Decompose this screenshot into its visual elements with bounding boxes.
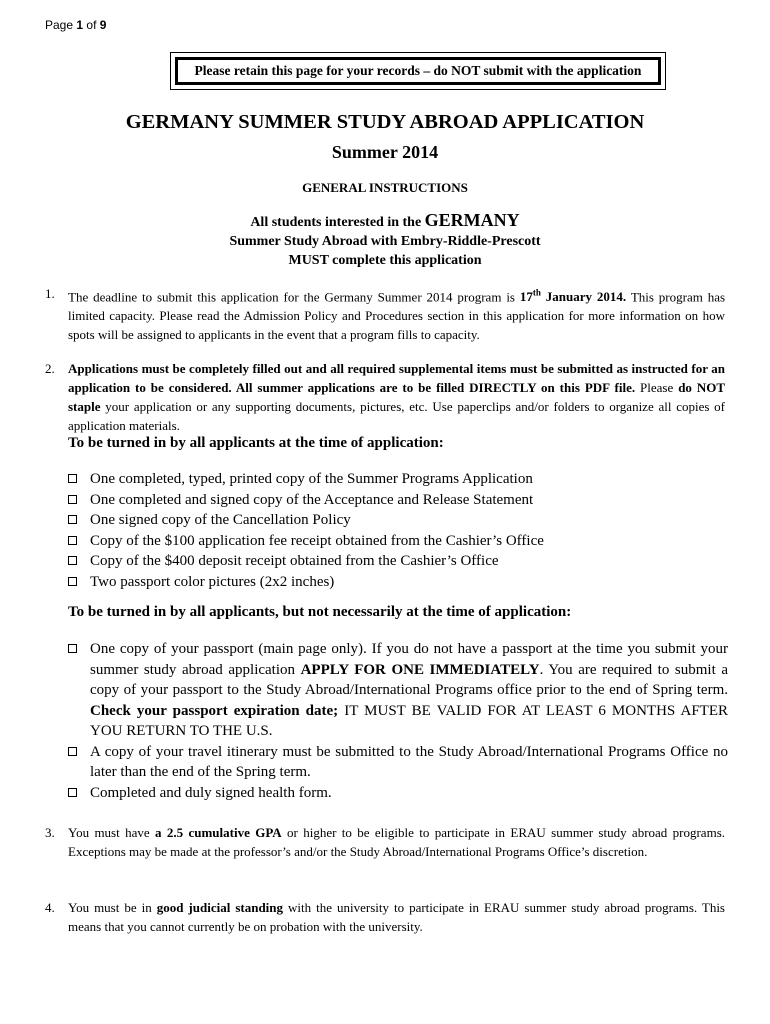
checklist-item: Copy of the $400 deposit receipt obtained from the Cashier’s Office	[68, 551, 728, 572]
retain-notice-box	[170, 52, 666, 90]
item-text: The deadline to submit this application for the Germany Summer 2014 program is 17th January 2014. This program has limited capacity. Please read the Admission Policy and Procedures section in this application for more information on how spots will be assigned to applicants in the event that a program fills to capacity.	[68, 288, 726, 343]
checkbox[interactable]	[68, 495, 77, 504]
checklist-item-itinerary: A copy of your travel itinerary must be submitted to the Study Abroad/International Programs Office no later than the end of the Spring term.	[68, 742, 728, 783]
document-title: GERMANY SUMMER STUDY ABROAD APPLICATION	[125, 111, 645, 133]
intro-line-1: All students interested in the GERMANY	[250, 210, 520, 230]
intro-line-3: MUST complete this application	[288, 253, 482, 268]
section-b-heading: To be turned in by all applicants, but not necessarily at the time of application:	[68, 604, 572, 620]
intro-country: GERMANY	[424, 210, 520, 230]
item-text: You must be in good judicial standing with the university to participate in ERAU summer study abroad programs. This means that you cannot currently be on probation with the university.	[68, 900, 725, 934]
instruction-item-2	[45, 359, 725, 435]
item-text: You must have a 2.5 cumulative GPA or higher to be eligible to participate in ERAU summer study abroad programs. Exceptions may be made at the professor’s and/or the Study Abroad/International Programs Office’s discretion.	[68, 825, 725, 859]
checklist-item-health: Completed and duly signed health form.	[68, 783, 728, 804]
checkbox[interactable]	[68, 644, 77, 653]
checkbox[interactable]	[68, 788, 77, 797]
checklist-item-passport: One copy of your passport (main page only). If you do not have a passport at the time you submit your summer study abroad application APPLY FOR ONE IMMEDIATELY. You are required to submit a copy of your passport to the Study Abroad/International Programs office prior to the end of Spring term. Check your passport expiration date; IT MUST BE VALID FOR AT LEAST 6 MONTHS AFTER YOU RETURN TO THE U.S.	[68, 639, 728, 742]
checklist-later	[68, 639, 728, 803]
checkbox[interactable]	[68, 474, 77, 483]
item-number: 4.	[45, 900, 55, 915]
instruction-item-1	[45, 284, 725, 344]
instruction-item-4	[45, 898, 725, 936]
intro-block	[0, 211, 770, 270]
page-of: of	[86, 18, 97, 32]
checklist-item: Two passport color pictures (2x2 inches)	[68, 572, 728, 593]
section-a-heading: To be turned in by all applicants at the time of application:	[68, 435, 444, 451]
checkbox[interactable]	[68, 747, 77, 756]
checklist-item: Copy of the $100 application fee receipt obtained from the Cashier’s Office	[68, 531, 728, 552]
checkbox[interactable]	[68, 556, 77, 565]
page-current: 1	[76, 18, 84, 32]
item-number: 1.	[45, 286, 55, 301]
instruction-item-3	[45, 823, 725, 861]
page-total: 9	[99, 18, 107, 32]
item-text: Applications must be completely filled out and all required supplemental items must be submitted as instructed for an application to be considered. All summer applications are to be filled DIRECTLY on this PDF file. Please do NOT staple your application or any supporting documents, pictures, etc. Use paperclips and/or folders to organize all copies of application materials.	[68, 361, 726, 433]
checklist-item: One completed, typed, printed copy of the Summer Programs Application	[68, 469, 728, 490]
checklist-item: One signed copy of the Cancellation Policy	[68, 510, 728, 531]
item-number: 2.	[45, 361, 55, 376]
item-number: 3.	[45, 825, 55, 840]
checklist-item: One completed and signed copy of the Acceptance and Release Statement	[68, 490, 728, 511]
page-prefix: Page	[45, 18, 74, 32]
checklist-at-application	[68, 469, 728, 592]
retain-notice: Please retain this page for your records – do NOT submit with the application	[175, 57, 661, 85]
page-number	[45, 18, 106, 32]
document-subtitle: Summer 2014	[331, 142, 439, 162]
general-instructions-heading: GENERAL INSTRUCTIONS	[302, 180, 468, 195]
checkbox[interactable]	[68, 536, 77, 545]
checkbox[interactable]	[68, 515, 77, 524]
checkbox[interactable]	[68, 577, 77, 586]
intro-line-2: Summer Study Abroad with Embry-Riddle-Prescott	[229, 234, 541, 249]
